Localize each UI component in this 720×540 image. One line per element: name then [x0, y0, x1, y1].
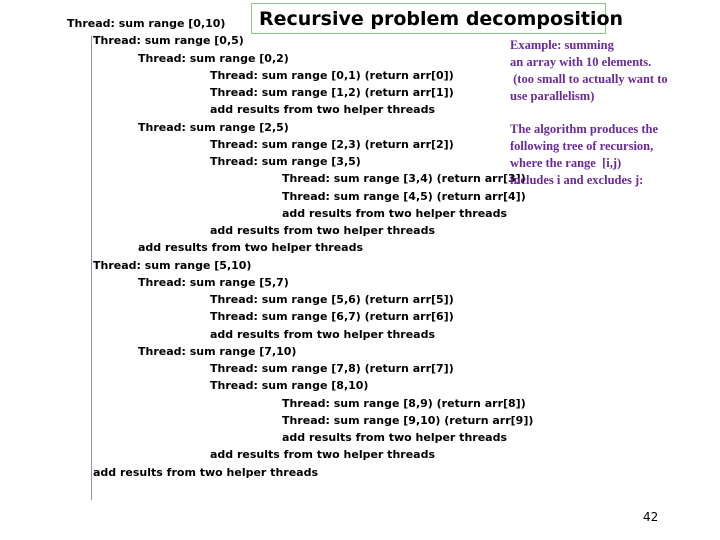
tree-line: Thread: sum range [5,6) (return arr[5]) — [210, 293, 454, 306]
tree-line: Thread: sum range [0,10) — [67, 17, 226, 30]
tree-line: add results from two helper threads — [210, 327, 436, 341]
note-algorithm — [510, 121, 715, 189]
tree-line: add results from two helper threads — [93, 465, 319, 479]
tree-line: Thread: sum range [7,10) — [138, 344, 297, 358]
tree-line: Thread: sum range [2,3) (return arr[2]) — [210, 137, 454, 151]
tree-line: add results from two helper threads — [210, 103, 436, 117]
tree-line: Thread: sum range [8,9) (return arr[8]) — [282, 396, 526, 410]
tree-line: Thread: sum range [7,8) (return arr[7]) — [210, 362, 454, 375]
tree-line: Thread: sum range [9,10) (return arr[9]) — [282, 413, 534, 427]
tree-line: add results from two helper threads — [282, 206, 508, 220]
page-number: 42 — [643, 510, 659, 524]
tree-guide-line — [91, 36, 92, 500]
tree-line: Thread: sum range [8,10) — [210, 379, 369, 393]
tree-line: Thread: sum range [5,7) — [138, 275, 289, 289]
tree-line: Thread: sum range [5,10) — [93, 258, 252, 272]
note-example — [510, 37, 715, 105]
tree-line: add results from two helper threads — [210, 448, 436, 462]
tree-line: Thread: sum range [3,4) (return arr[3]) — [282, 172, 526, 186]
tree-line: Thread: sum range [3,5) — [210, 155, 361, 168]
note-example-line: (too small to actually want to — [510, 72, 668, 86]
tree-line: Thread: sum range [0,2) — [138, 51, 289, 65]
note-algorithm-line: following tree of recursion, — [510, 139, 654, 153]
note-example-line: an array with 10 elements. — [510, 55, 652, 69]
tree-line: Thread: sum range [1,2) (return arr[1]) — [210, 86, 454, 99]
tree-line: add results from two helper threads — [210, 224, 436, 237]
tree-line: Thread: sum range [0,1) (return arr[0]) — [210, 68, 454, 82]
tree-line: Thread: sum range [4,5) (return arr[4]) — [282, 189, 526, 203]
note-algorithm-line: includes i and excludes j: — [510, 173, 644, 187]
tree-line: add results from two helper threads — [138, 241, 364, 255]
tree-line: Thread: sum range [2,5) — [138, 120, 289, 134]
slide-title: Recursive problem decomposition — [251, 3, 606, 34]
note-example-line: Example: summing — [510, 38, 614, 52]
tree-line: add results from two helper threads — [282, 431, 508, 444]
tree-line: Thread: sum range [6,7) (return arr[6]) — [210, 310, 454, 324]
note-algorithm-line: where the range [i,j) — [510, 156, 622, 170]
tree-line: Thread: sum range [0,5) — [93, 34, 244, 48]
note-algorithm-line: The algorithm produces the — [510, 122, 659, 136]
note-example-line: use parallelism) — [510, 89, 595, 103]
